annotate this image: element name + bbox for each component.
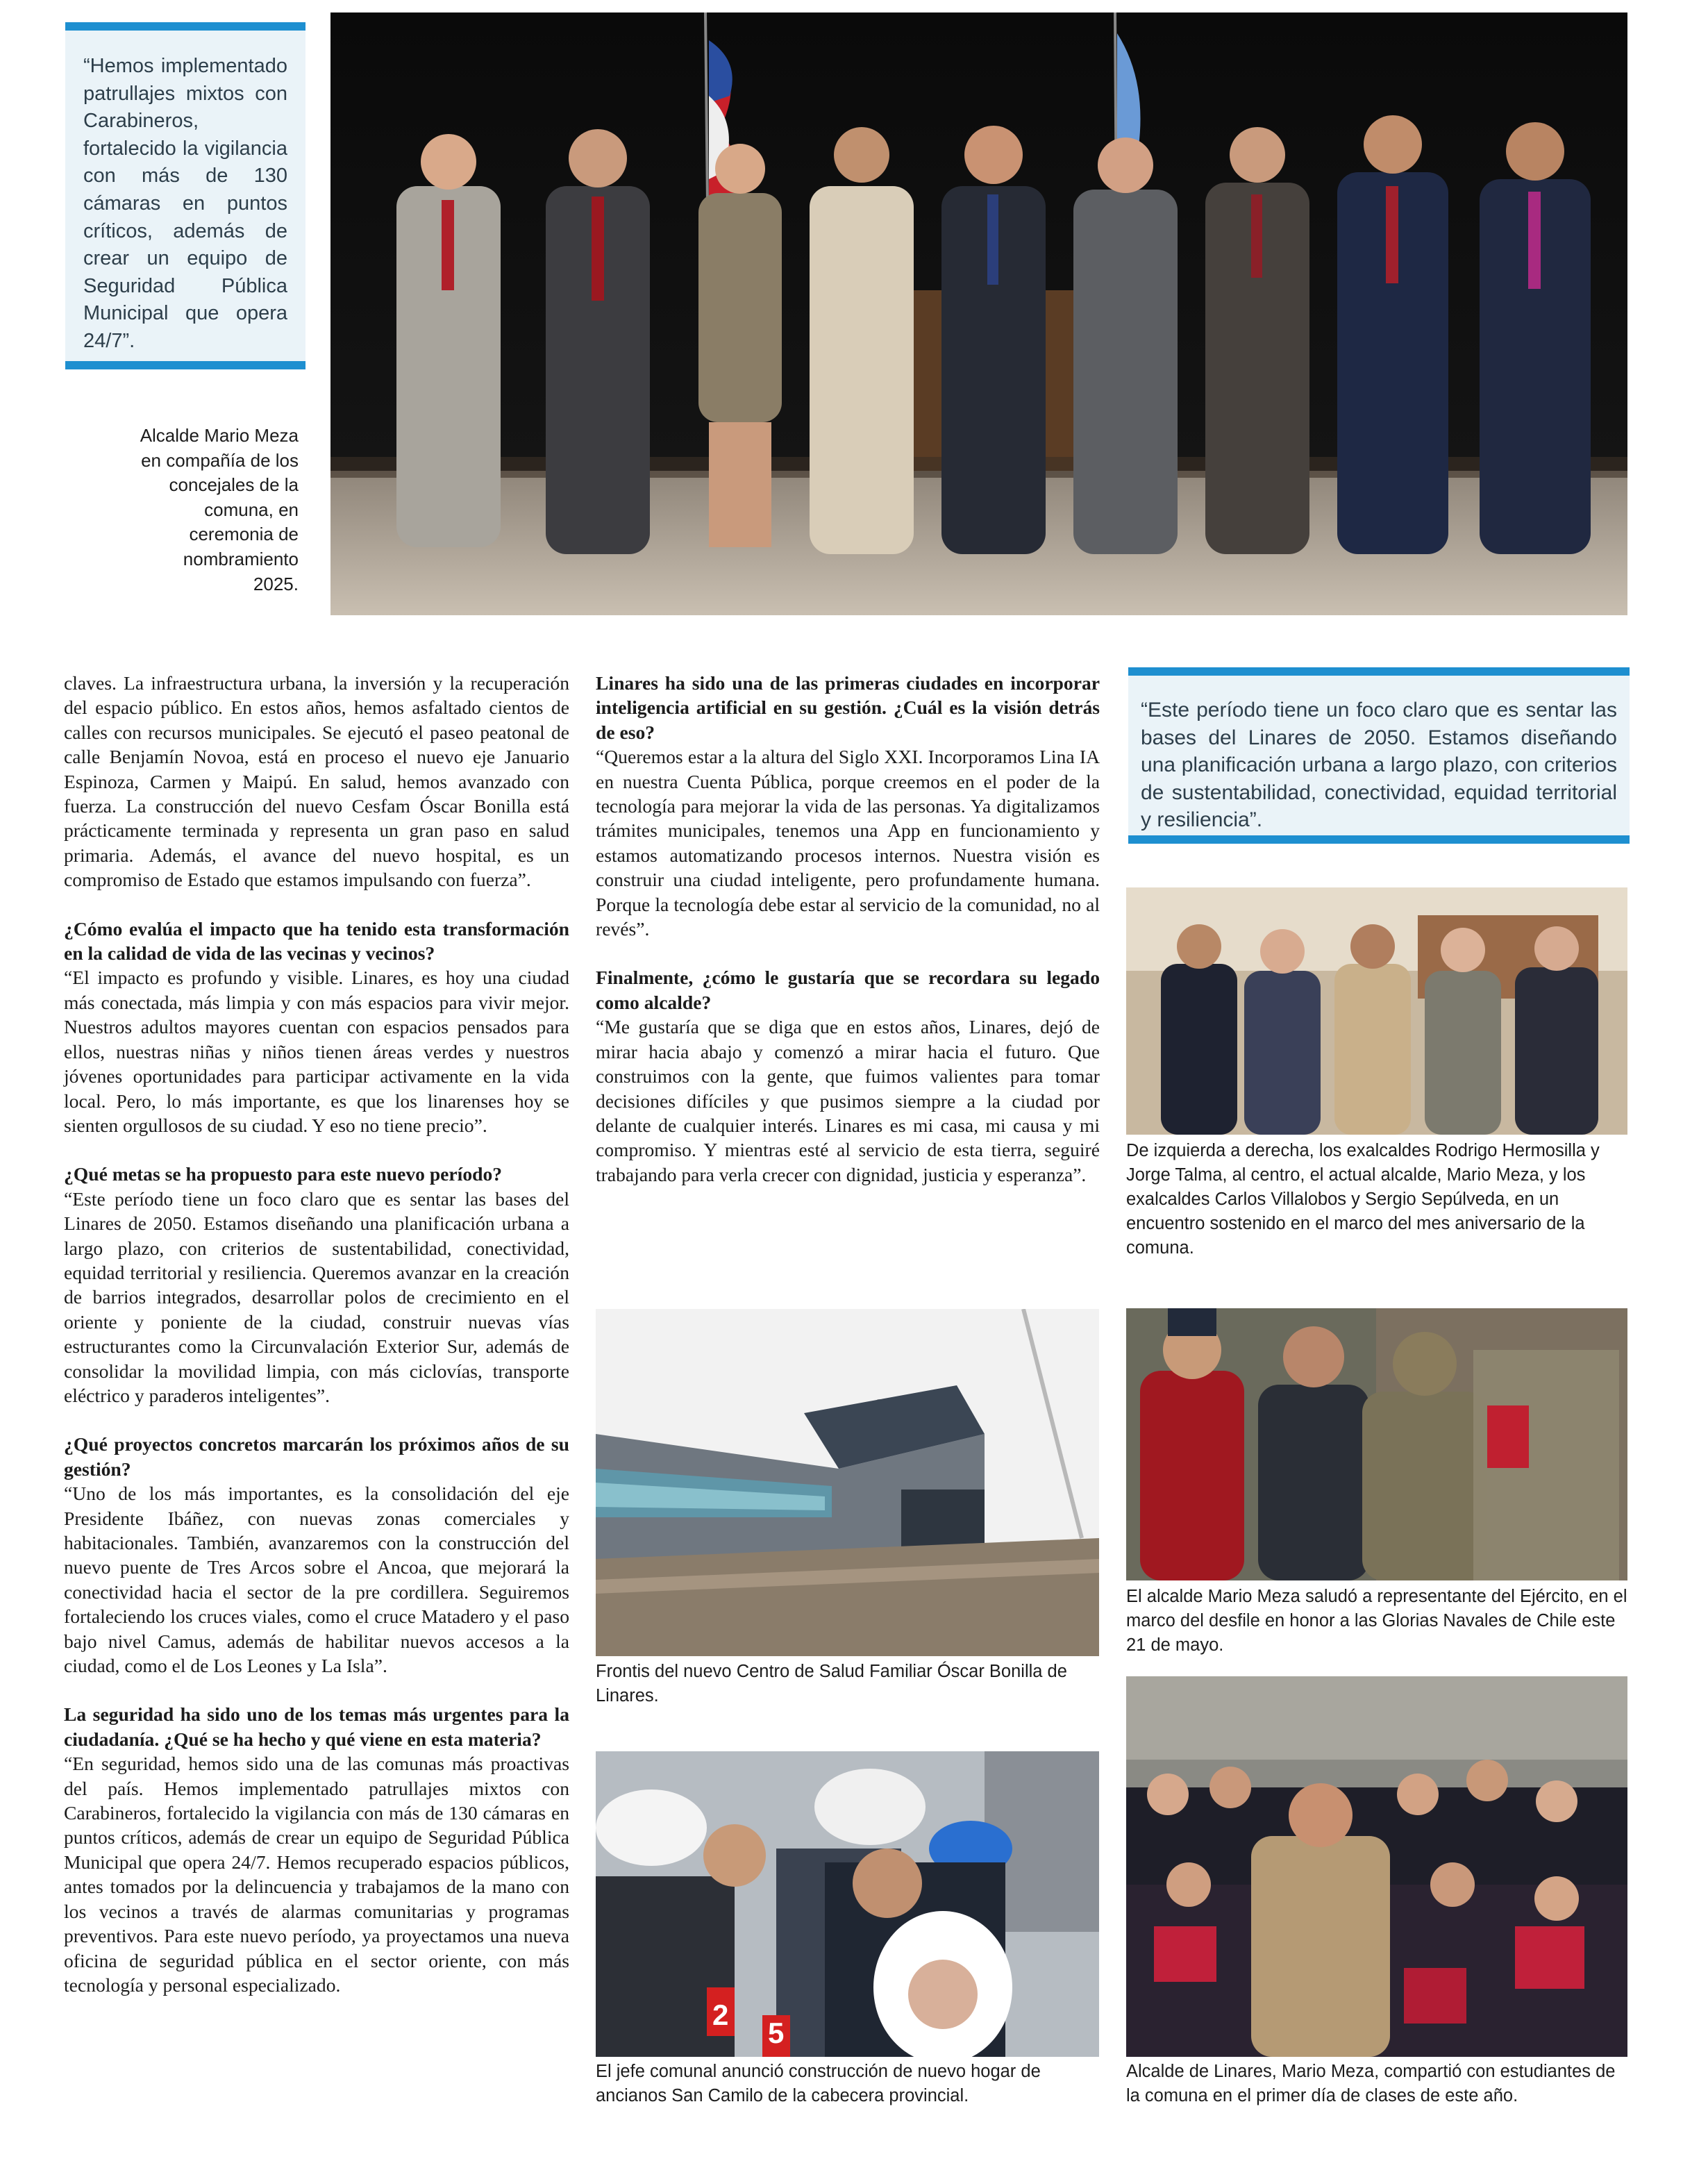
qa-block-6 [596, 965, 1100, 1187]
photo-hogar-san-camilo [596, 1751, 1099, 2057]
paragraph-intro: claves. La infraestructura urbana, la inversión y la recuperación del espacio público. En estos años, hemos asfaltado cientos de calles con recursos municipales. Se ejecutó el paseo peatonal de calle Benjamín Novoa, está en proceso el nuevo eje Januario Espinoza, Carmen y Maipú. En salud, hemos avanzado con fuerza. La construcción del nuevo Cesfam Óscar Bonilla está prácticamente terminada y representa un gran paso en salud primaria. Además, el avance del nuevo hospital, es un compromiso de Estado que estamos impulsando con fuerza”. [64, 672, 569, 891]
qa-block-2 [64, 1162, 569, 1408]
caption-estudiantes-text: Alcalde de Linares, Mario Meza, compartió con estudiantes de la comuna en el primer día de clases de este año. [1126, 2062, 1616, 2105]
question-6: Finalmente, ¿cómo le gustaría que se recordara su legado como alcalde? [596, 967, 1100, 1013]
qa-block-1 [64, 917, 569, 1138]
question-1: ¿Cómo evalúa el impacto que ha tenido esta transformación en la calidad de vida de las vecinas y vecinos? [64, 917, 569, 965]
caption-estudiantes [1126, 2060, 1630, 2108]
photo-estudiantes [1126, 1676, 1627, 2057]
caption-cesfam [596, 1660, 1101, 1708]
caption-hogar-text: El jefe comunal anunció construcción de nuevo hogar de ancianos San Camilo de la cabecera provincial. [596, 2062, 1041, 2105]
photo-ejercito [1126, 1308, 1627, 1580]
pull-quote-top-text: “Hemos implementado patrullajes mixtos con Carabineros, fortalecido la vigilancia con más de 130 cámaras en puntos críticos, además de crear un equipo de Seguridad Pública Municipal que opera 24/7”. [83, 55, 287, 352]
qa-block-3 [64, 1432, 569, 1678]
caption-concejales [139, 424, 299, 596]
answer-5: “Queremos estar a la altura del Siglo XXI. Incorporamos Lina IA en nuestra Cuenta Pública, porque creemos en el poder de la tecnología para mejorar la vida de las personas. Ya digitalizamos trámites municipales, tenemos una App en funcionamiento y estamos automatizando procesos internos. Nuestra visión es construir una ciudad inteligente, pero profundamente humana. Porque la tecnología debe estar al servicio de la comunidad, no al revés”. [596, 746, 1100, 940]
caption-exalcaldes-text: De izquierda a derecha, los exalcaldes Rodrigo Hermosilla y Jorge Talma, al centro, el actual alcalde, Mario Meza, y los exalcaldes Carlos Villalobos y Sergio Sepúlveda, en un encuentro sostenido en el marco del mes aniversario de la comuna. [1126, 1141, 1600, 1258]
photo-exalcaldes [1126, 887, 1627, 1135]
question-4: La seguridad ha sido uno de los temas más urgentes para la ciudadanía. ¿Qué se ha hecho y qué viene en esta materia? [64, 1703, 569, 1750]
photo-concejales [330, 12, 1627, 615]
qa-block-4 [64, 1702, 569, 1997]
question-2: ¿Qué metas se ha propuesto para este nuevo período? [64, 1163, 503, 1185]
article-column-2 [596, 671, 1100, 1211]
caption-hogar [596, 2060, 1101, 2108]
qa-block-5 [596, 671, 1100, 941]
photo-cesfam [596, 1309, 1099, 1656]
question-5: Linares ha sido una de las primeras ciudades en incorporar inteligencia artificial en su gestión. ¿Cuál es la visión detrás de eso? [596, 672, 1100, 743]
caption-cesfam-text: Frontis del nuevo Centro de Salud Familiar Óscar Bonilla de Linares. [596, 1662, 1067, 1705]
caption-concejales-text: Alcalde Mario Meza en compañía de los concejales de la comuna, en ceremonia de nombramiento 2025. [140, 425, 299, 594]
answer-6: “Me gustaría que se diga que en estos años, Linares, dejó de mirar hacia abajo y comenzó a mirar hacia el futuro. Que construimos con la gente, que fuimos valientes para tomar decisiones difíciles y que pusimos siempre a la ciudad por delante de cualquier interés. Linares es mi casa, mi causa y mi compromiso. Y mientras esté al servicio de esta tierra, seguiré trabajando para verla crecer con dignidad, justicia y esperanza”. [596, 1016, 1100, 1185]
answer-3: “Uno de los más importantes, es la consolidación del eje Presidente Ibáñez, con nuevas zonas comerciales y habitacionales. También, avanzaremos con la construcción del nuevo puente de Tres Arcos sobre el Ancoa, que mejorará la conectividad hacia el sector de la pre cordillera. Seguiremos fortaleciendo los cruces viales, como el cruce Matadero y el paso bajo nivel Camus, además de habilitar nuevos accesos a la ciudad, como el de Los Leones y La Isla”. [64, 1483, 569, 1677]
caption-ejercito [1126, 1585, 1630, 1658]
pull-quote-side-text: “Este período tiene un foco claro que es sentar las bases del Linares de 2050. Estamos diseñando una planificación urbana a largo plazo, con criterios de sustentabilidad, conectividad, equidad territorial y resiliencia”. [1141, 699, 1617, 831]
answer-4: “En seguridad, hemos sido una de las comunas más proactivas del país. Hemos implementado patrullajes mixtos con Carabineros, fortalecido la vigilancia con más de 130 cámaras en puntos críticos, además de crear un equipo de Seguridad Pública Municipal que opera 24/7. Hemos recuperado espacios públicos, antes tomados por la delincuencia y trabajamos de la mano con los vecinos a través de alarmas comunitarias y programas preventivos. Para este nuevo período, ya proyectamos una nueva oficina de seguridad pública en el sector oriente, con más tecnología y personal especializado. [64, 1753, 569, 1996]
tv-badge-2: 5 [768, 2017, 785, 2049]
caption-exalcaldes [1126, 1139, 1630, 1260]
question-3: ¿Qué proyectos concretos marcarán los próximos años de su gestión? [64, 1433, 569, 1480]
article-column-1 [64, 671, 569, 2021]
tv-badge-1: 2 [712, 1999, 729, 2031]
pull-quote-side [1128, 667, 1630, 844]
answer-1: “El impacto es profundo y visible. Linares, es hoy una ciudad más conectada, más limpia y con más espacios para vivir mejor. Nuestros adultos mayores cuentan con espacios pensados para ellos, nuestras niñas y niños tienen áreas verdes y nuestros jóvenes oportunidades para participar activamente en la vida local. Pero, lo más importante, es que los linarenses hoy se sienten orgullosos de su ciudad. Y eso no tiene precio”. [64, 967, 569, 1136]
pull-quote-top [65, 22, 305, 369]
answer-2: “Este período tiene un foco claro que es sentar las bases del Linares de 2050. Estamos diseñando una planificación urbana a largo plazo, con criterios de sustentabilidad, conectividad, equidad territorial y resiliencia. Queremos avanzar en la creación de barrios integrados, desarrollar polos de crecimiento en el oriente y poniente de la ciudad, construir nuevas vías estructurantes como la Circunvalación Exterior Sur, además de consolidar la movilidad limpia, con más ciclovías, transporte eléctrico y paraderos inteligentes”. [64, 1187, 569, 1406]
caption-ejercito-text: El alcalde Mario Meza saludó a representante del Ejército, en el marco del desfile en honor a las Glorias Navales de Chile este 21 de mayo. [1126, 1587, 1627, 1655]
